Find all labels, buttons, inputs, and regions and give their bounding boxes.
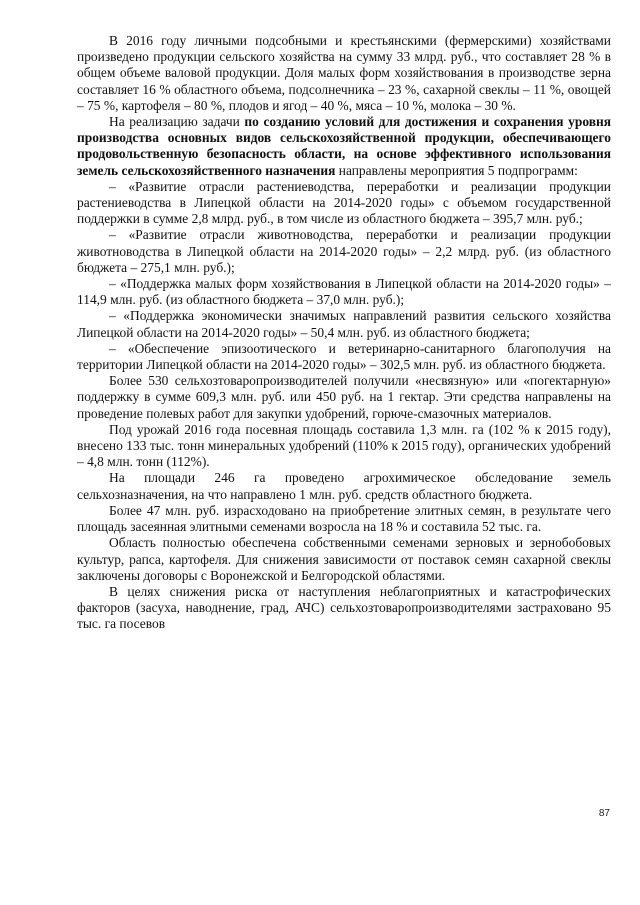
task-intro-text: На реализацию задачи xyxy=(109,114,245,130)
paragraph-elite-seeds: Более 47 млн. руб. израсходовано на приобретение элитных семян, в результате чего площадь засеянная элитными семенами возросла на 18 % и составила 52 тыс. га. xyxy=(77,502,611,535)
paragraph-task-intro xyxy=(77,114,611,179)
task-outro-text: направлены мероприятия 5 подпрограмм: xyxy=(335,162,578,178)
paragraph-small-farms: В 2016 году личными подсобными и крестьянскими (фермерскими) хозяйствами произведено продукции сельского хозяйства на сумму 33 млрд. руб., что составляет 28 % в общем объеме валовой продукции. Доля малых форм хозяйствования в производстве зерна составляет 16 % областного объема, подсолнечника – 23 %, сахарной свеклы – 11 %, овощей – 75 %, картофеля – 80 %, плодов и ягод – 40 %, мяса – 10 %, молока – 30 %. xyxy=(77,33,611,113)
paragraph-sowing-area: Под урожай 2016 года посевная площадь составила 1,3 млн. га (102 % к 2015 году), внесено 133 тыс. тонн минеральных удобрений (110% к 2015 году), органических удобрений – 4,8 млн. тонн (112%). xyxy=(77,421,611,470)
list-item-small-farms-support: – «Поддержка малых форм хозяйствования в Липецкой области на 2014-2020 годы» – 114,9 млн. руб. (из областного бюджета – 37,0 млн. руб.); xyxy=(77,276,611,308)
paragraph-seed-supply: Область полностью обеспечена собственными семенами зерновых и зернобобовых культур, рапса, картофеля. Для снижения зависимости от поставок семян сахарной свеклы заключены договоры с Воронежской и Белгородской областями. xyxy=(77,535,611,583)
list-item-veterinary: – «Обеспечение эпизоотического и ветеринарно-санитарного благополучия на территории Липецкой области на 2014-2020 годы» – 302,5 млн. руб. из областного бюджета. xyxy=(77,340,611,373)
list-item-livestock: – «Развитие отрасли животноводства, переработки и реализации продукции животноводства в Липецкой области на 2014-2020 годы» – 2,2 млрд. руб. (из областного бюджета – 275,1 млн. руб.); xyxy=(77,227,611,275)
paragraph-insurance: В целях снижения риска от наступления неблагоприятных и катастрофических факторов (засуха, наводнение, град, АЧС) сельхозтоваропроизводителями застраховано 95 тыс. га посевов xyxy=(77,583,611,632)
task-bold-text: по созданию условий для достижения и сохранения уровня производства основных видов сельскохозяйственной продукции, обеспечивающего продовольственную безопасность области, на основе эффективного использования земель сельскохозяйственного назначения xyxy=(77,114,611,178)
document-body xyxy=(77,33,611,633)
paragraph-agrochemical-survey: На площади 246 га проведено агрохимическое обследование земель сельхозназначения, на что направлено 1 млн. руб. средств областного бюджета. xyxy=(77,470,611,502)
list-item-crop-production: – «Развитие отрасли растениеводства, переработки и реализации продукции растениеводства в Липецкой области на 2014-2020 годы» с объемом государственной поддержки в сумме 2,8 млрд. руб., в том числе из областного бюджета – 395,7 млн. руб.; xyxy=(77,178,611,227)
list-item-economic-support: – «Поддержка экономически значимых направлений развития сельского хозяйства Липецкой области на 2014-2020 годы» – 50,4 млн. руб. из областного бюджета; xyxy=(77,308,611,340)
paragraph-per-hectare-support: Более 530 сельхозтоваропроизводителей получили «несвязную» или «погектарную» поддержку в сумме 609,3 млн. руб. или 450 руб. на 1 гектар. Эти средства направлены на проведение полевых работ для закупки удобрений, горюче-смазочных материалов. xyxy=(77,373,611,421)
page-number: 87 xyxy=(598,808,610,819)
